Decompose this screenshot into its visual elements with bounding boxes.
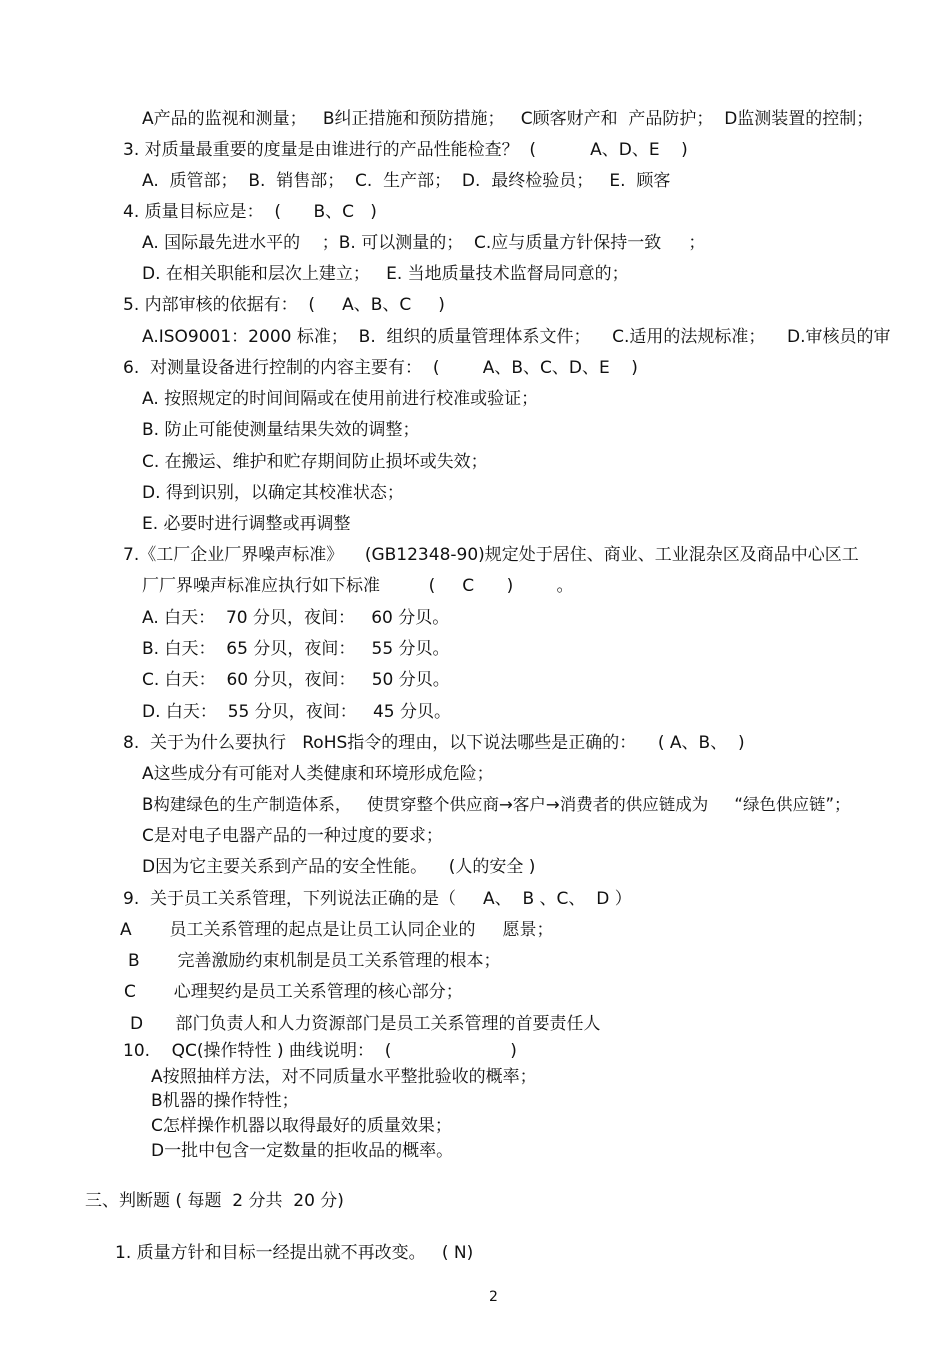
option-line: A. 国际最先进水平的 ；B. 可以测量的； C.应与质量方针保持一致 ； (142, 233, 706, 253)
option-line: A这些成分有可能对人类健康和环境形成危险； (142, 764, 494, 784)
question-line: 4. 质量目标应是： ( B、C ) (123, 202, 377, 222)
option-line: B构建绿色的生产制造体系， 使贯穿整个供应商→客户→消费者的供应链成为 “绿色供应链”； (142, 795, 851, 814)
option-line: A. 按照规定的时间间隔或在使用前进行校准或验证； (142, 389, 539, 409)
question-line: 5. 内部审核的依据有： ( A、B、C ) (123, 295, 445, 315)
option-line: C. 白天： 60 分贝，夜间： 50 分贝。 (142, 670, 450, 690)
option-line: D. 得到识别，以确定其校准状态； (142, 483, 404, 503)
option-line: D因为它主要关系到产品的安全性能。 (人的安全 ) (142, 857, 536, 877)
option-line: A按照抽样方法，对不同质量水平整批验收的概率； (151, 1067, 537, 1087)
option-line: C. 在搬运、维护和贮存期间防止损坏或失效； (142, 452, 488, 472)
option-line: D. 白天： 55 分贝，夜间： 45 分贝。 (142, 702, 451, 722)
option-line: B. 白天： 65 分贝，夜间： 55 分贝。 (142, 639, 450, 659)
option-line: A. 白天： 70 分贝，夜间： 60 分贝。 (142, 608, 450, 628)
option-line: A. 质管部； B. 销售部； C. 生产部； D. 最终检验员； E. 顾客 (142, 171, 671, 191)
question-line: 10. QC(操作特性 ) 曲线说明： ( ) (123, 1041, 517, 1061)
question-line: 厂厂界噪声标准应执行如下标准 ( C ) 。 (142, 576, 574, 596)
question-line: 9. 关于员工关系管理，下列说法正确的是（ A、 B 、C、 D ） (123, 889, 632, 909)
question-line: 1. 质量方针和目标一经提出就不再改变。 ( N) (115, 1243, 474, 1263)
option-line: A 员工关系管理的起点是让员工认同企业的 愿景； (120, 920, 554, 940)
section-heading: 三、判断题 ( 每题 2 分共 20 分) (85, 1191, 344, 1211)
question-line: 6. 对测量设备进行控制的内容主要有： ( A、B、C、D、E ) (123, 358, 638, 378)
option-line: B 完善激励约束机制是员工关系管理的根本； (128, 951, 501, 971)
question-line: 7.《工厂企业厂界噪声标准》 (GB12348-90)规定处于居住、商业、工业混杂区及商品中心区工 (123, 545, 859, 565)
text-line: A产品的监视和测量； B纠正措施和预防措施； C顾客财产和 产品防护； D监测装置的控制； (142, 109, 874, 129)
option-line: B机器的操作特性； (151, 1091, 299, 1111)
option-line: C怎样操作机器以取得最好的质量效果； (151, 1116, 452, 1136)
option-line: D. 在相关职能和层次上建立； E. 当地质量技术监督局同意的； (142, 264, 629, 284)
option-line: D 部门负责人和人力资源部门是员工关系管理的首要责任人 (130, 1014, 601, 1034)
option-line: B. 防止可能使测量结果失效的调整； (142, 420, 420, 440)
question-line: 8. 关于为什么要执行 RoHS指令的理由，以下说法哪些是正确的： ( A、B、 ) (123, 733, 745, 753)
page-number: 2 (489, 1289, 498, 1305)
question-line: 3. 对质量最重要的度量是由谁进行的产品性能检查？ ( A、D、E ) (123, 140, 688, 160)
option-line: C 心理契约是员工关系管理的核心部分； (124, 982, 463, 1002)
option-line: A.ISO9001：2000 标准； B. 组织的质量管理体系文件； C.适用的法规标准； D.审核员的审 (142, 327, 891, 347)
option-line: D一批中包含一定数量的拒收品的概率。 (151, 1141, 454, 1161)
option-line: C是对电子电器产品的一种过度的要求； (142, 826, 443, 846)
option-line: E. 必要时进行调整或再调整 (142, 514, 351, 534)
